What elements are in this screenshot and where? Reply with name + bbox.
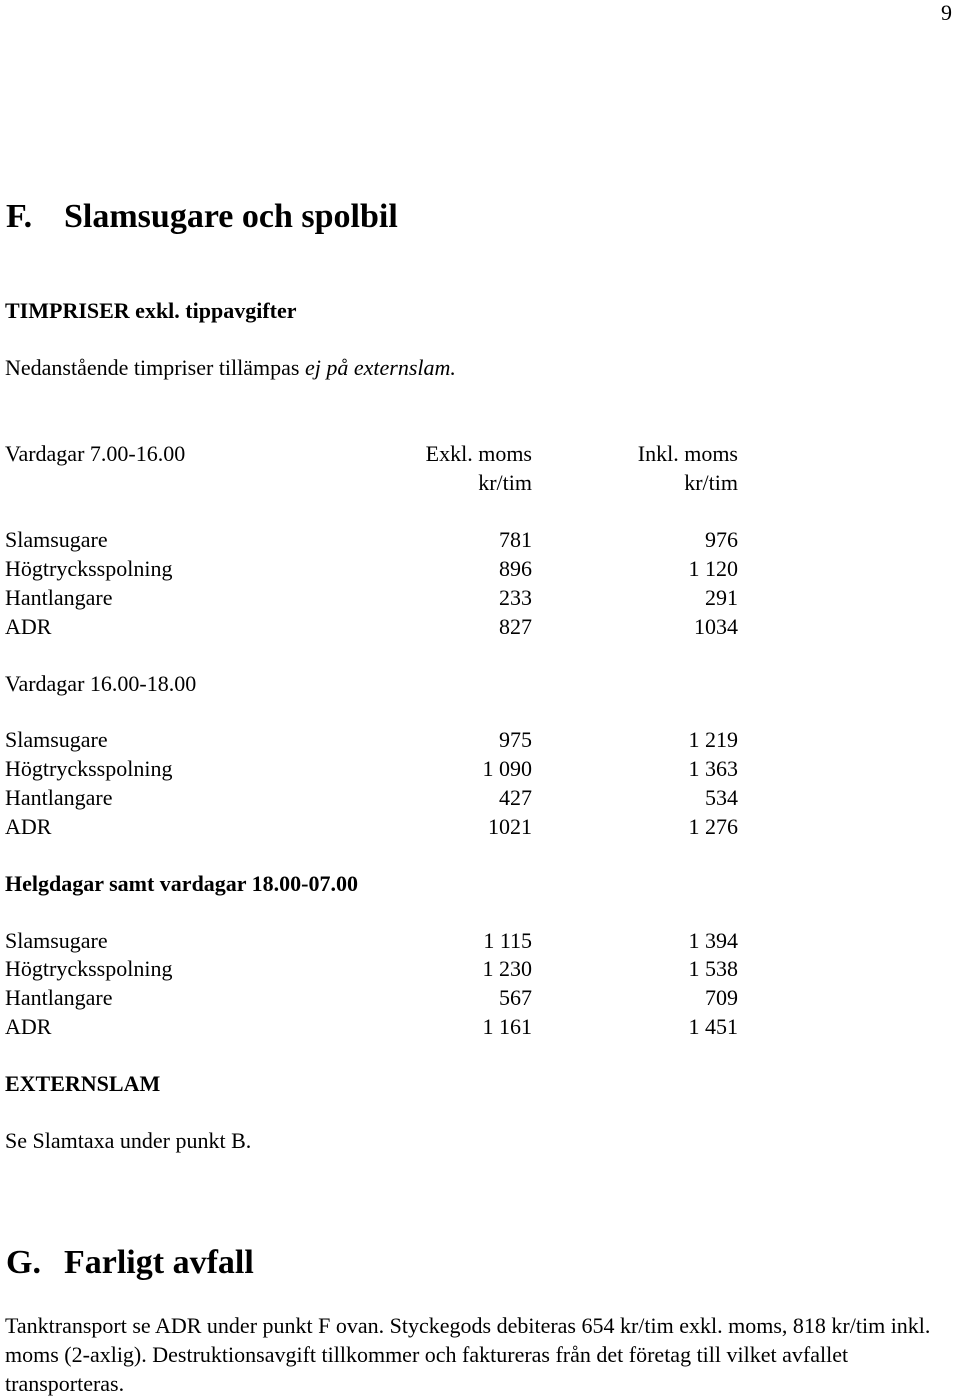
row-exkl: 567 [499,985,532,1010]
group-heading: Helgdagar samt vardagar 18.00-07.00 [5,871,358,896]
row-exkl: 1021 [488,814,532,839]
row-inkl: 1 120 [688,556,738,581]
row-inkl: 1 451 [688,1014,738,1039]
section-f-title: Slamsugare och spolbil [64,198,398,235]
externslam-text: Se Slamtaxa under punkt B. [5,1128,252,1153]
row-label: Högtrycksspolning [5,756,173,781]
row-label: Hantlangare [5,985,113,1010]
note-italic: ej på externslam. [304,355,456,380]
row-label: Slamsugare [5,928,108,953]
section-g-title: Farligt avfall [64,1244,254,1281]
row-inkl: 1034 [694,614,738,639]
col-header-exkl: Exkl. moms [425,441,532,466]
row-inkl: 291 [705,585,738,610]
row-label: Högtrycksspolning [5,956,173,981]
note-prefix: Nedanstående timpriser tillämpas [5,355,305,380]
row-label: ADR [5,614,52,639]
row-inkl: 976 [705,527,738,552]
row-exkl: 1 230 [482,956,532,981]
section-g-paragraph: Tanktransport se ADR under punkt F ovan. Styckegods debiteras 654 kr/tim exkl. moms, 818 kr/tim inkl. moms (2-axlig). Destruktionsavgift tillkommer och faktureras från det företag till vilket avfallet transporteras. [5,1313,931,1396]
section-g-number: G. [6,1244,41,1281]
row-inkl: 1 219 [688,727,738,752]
group-heading: Vardagar 16.00-18.00 [5,671,197,696]
row-exkl: 427 [499,785,532,810]
row-exkl: 1 115 [483,928,532,953]
row-exkl: 1 161 [482,1014,532,1039]
externslam-heading: EXTERNSLAM [5,1071,161,1096]
row-exkl: 975 [499,727,532,752]
timpriser-note [5,357,456,379]
row-exkl: 896 [499,556,532,581]
row-label: ADR [5,1014,52,1039]
row-inkl: 1 276 [688,814,738,839]
row-label: Högtrycksspolning [5,556,173,581]
row-inkl: 1 363 [688,756,738,781]
row-exkl: 233 [499,585,532,610]
row-exkl: 1 090 [482,756,532,781]
col-header-exkl-unit: kr/tim [478,470,532,495]
row-label: Slamsugare [5,527,108,552]
row-label: Hantlangare [5,585,113,610]
row-label: Slamsugare [5,727,108,752]
col-header-inkl: Inkl. moms [637,441,738,466]
section-f-heading [6,200,398,234]
row-inkl: 709 [705,985,738,1010]
section-f-number: F. [6,198,33,235]
group-heading: Vardagar 7.00-16.00 [5,441,186,466]
page-number: 9 [941,0,952,25]
section-g-heading [6,1246,254,1280]
row-exkl: 827 [499,614,532,639]
row-inkl: 1 394 [688,928,738,953]
timpriser-subheading: TIMPRISER exkl. tippavgifter [5,298,297,323]
row-label: Hantlangare [5,785,113,810]
row-exkl: 781 [499,527,532,552]
row-inkl: 534 [705,785,738,810]
col-header-inkl-unit: kr/tim [684,470,738,495]
row-inkl: 1 538 [688,956,738,981]
row-label: ADR [5,814,52,839]
